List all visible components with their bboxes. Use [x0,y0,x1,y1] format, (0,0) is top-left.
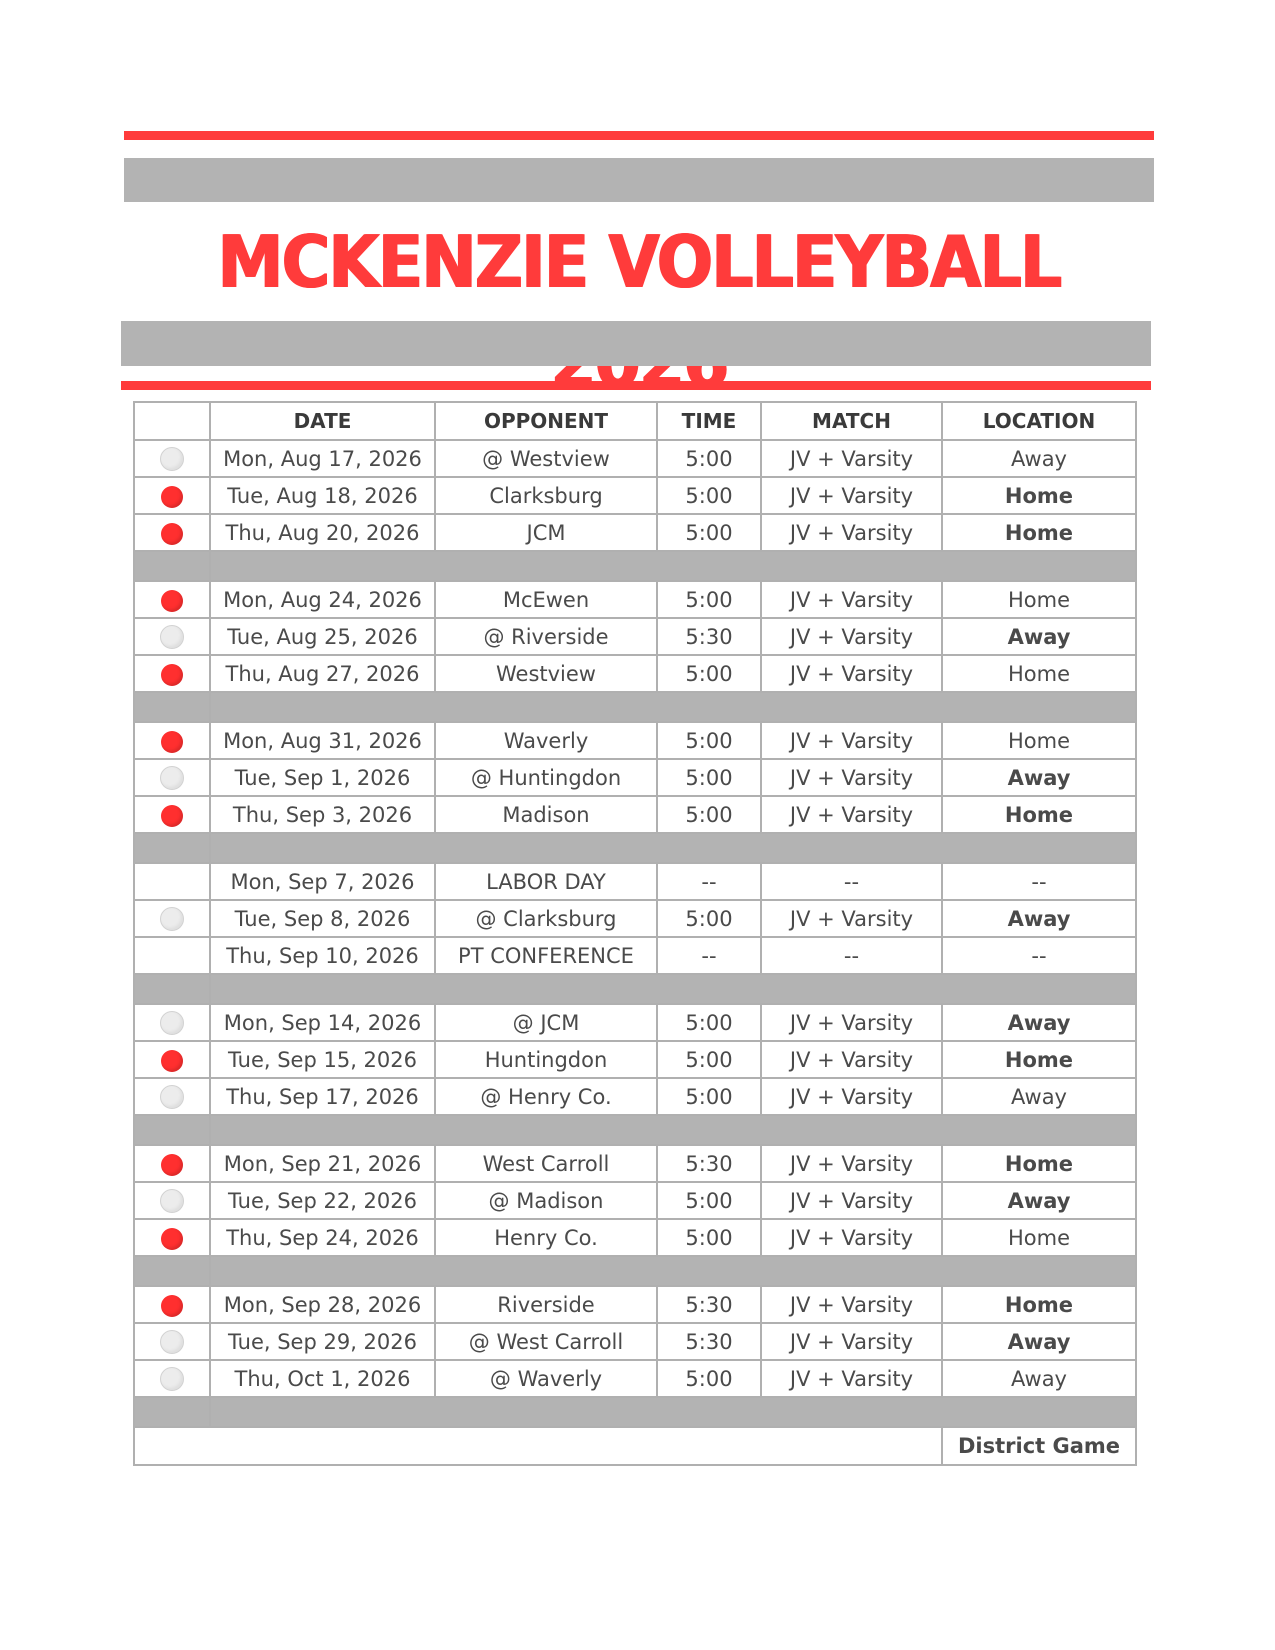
separator-marker-cell [134,974,210,1004]
red-ball-icon [161,731,183,753]
marker-cell [134,1360,210,1397]
match-cell: JV + Varsity [761,1323,942,1360]
opponent-cell: @ Henry Co. [435,1078,657,1115]
time-cell: 5:00 [657,514,761,551]
schedule-body [134,440,1136,1427]
date-cell: Thu, Aug 27, 2026 [210,655,435,692]
location-cell: Away [942,1323,1136,1360]
match-cell: JV + Varsity [761,1145,942,1182]
location-cell: Away [942,440,1136,477]
grey-ball-icon [160,907,184,931]
game-row [134,1004,1136,1041]
date-cell: Mon, Sep 14, 2026 [210,1004,435,1041]
legend-spacer [134,1427,942,1465]
game-row [134,759,1136,796]
grey-ball-icon [160,625,184,649]
grey-ball-icon [160,1189,184,1213]
separator-cell [210,833,1136,863]
time-cell: 5:00 [657,900,761,937]
match-cell: JV + Varsity [761,440,942,477]
location-cell: Away [942,1360,1136,1397]
marker-cell [134,1041,210,1078]
opponent-cell: @ West Carroll [435,1323,657,1360]
date-cell: Tue, Sep 29, 2026 [210,1323,435,1360]
opponent-cell: McEwen [435,581,657,618]
header-location: LOCATION [942,402,1136,440]
marker-cell [134,863,210,900]
marker-cell [134,1219,210,1256]
match-cell: JV + Varsity [761,1004,942,1041]
location-cell: Away [942,1004,1136,1041]
location-cell: Away [942,1182,1136,1219]
page-title: MCKENZIE VOLLEYBALL [217,220,1061,304]
grey-ball-icon [160,447,184,471]
location-cell: Home [942,655,1136,692]
opponent-cell: PT CONFERENCE [435,937,657,974]
date-cell: Mon, Aug 24, 2026 [210,581,435,618]
time-cell: 5:30 [657,1286,761,1323]
separator-marker-cell [134,833,210,863]
opponent-cell: Riverside [435,1286,657,1323]
game-row [134,1286,1136,1323]
top-gray-band [124,158,1154,202]
game-row [134,1041,1136,1078]
header-date: DATE [210,402,435,440]
separator-marker-cell [134,551,210,581]
red-ball-icon [161,590,183,612]
location-cell: -- [942,937,1136,974]
match-cell: JV + Varsity [761,1078,942,1115]
week-separator [134,551,1136,581]
time-cell: 5:00 [657,581,761,618]
separator-cell [210,1256,1136,1286]
match-cell: -- [761,863,942,900]
location-cell: Home [942,1145,1136,1182]
red-ball-icon [161,486,183,508]
match-cell: JV + Varsity [761,759,942,796]
opponent-cell: Madison [435,796,657,833]
date-cell: Mon, Sep 7, 2026 [210,863,435,900]
match-cell: JV + Varsity [761,722,942,759]
red-ball-icon [161,523,183,545]
location-cell: Home [942,1219,1136,1256]
time-cell: 5:30 [657,618,761,655]
opponent-cell: @ Riverside [435,618,657,655]
location-cell: Away [942,900,1136,937]
opponent-cell: JCM [435,514,657,551]
opponent-cell: West Carroll [435,1145,657,1182]
opponent-cell: @ Waverly [435,1360,657,1397]
legend-row [134,1427,1136,1465]
red-ball-icon [161,664,183,686]
marker-cell [134,796,210,833]
game-row [134,477,1136,514]
location-cell: Home [942,722,1136,759]
time-cell: 5:00 [657,440,761,477]
game-row [134,1182,1136,1219]
header-row [134,402,1136,440]
date-cell: Tue, Aug 25, 2026 [210,618,435,655]
time-cell: -- [657,863,761,900]
match-cell: JV + Varsity [761,581,942,618]
opponent-cell: Huntingdon [435,1041,657,1078]
marker-cell [134,655,210,692]
time-cell: 5:00 [657,1219,761,1256]
game-row [134,618,1136,655]
opponent-cell: LABOR DAY [435,863,657,900]
time-cell: 5:00 [657,1182,761,1219]
legend-label: District Game [942,1427,1136,1465]
grey-ball-icon [160,766,184,790]
date-cell: Tue, Sep 15, 2026 [210,1041,435,1078]
opponent-cell: @ Huntingdon [435,759,657,796]
grey-ball-icon [160,1011,184,1035]
red-ball-icon [161,1050,183,1072]
game-row [134,1360,1136,1397]
date-cell: Thu, Aug 20, 2026 [210,514,435,551]
marker-cell [134,759,210,796]
separator-cell [210,1115,1136,1145]
match-cell: JV + Varsity [761,514,942,551]
date-cell: Mon, Aug 17, 2026 [210,440,435,477]
marker-cell [134,900,210,937]
date-cell: Tue, Sep 22, 2026 [210,1182,435,1219]
match-cell: JV + Varsity [761,900,942,937]
opponent-cell: @ Madison [435,1182,657,1219]
time-cell: 5:00 [657,1041,761,1078]
match-cell: JV + Varsity [761,618,942,655]
game-row [134,937,1136,974]
game-row [134,1219,1136,1256]
date-cell: Thu, Sep 10, 2026 [210,937,435,974]
header-time: TIME [657,402,761,440]
marker-cell [134,1004,210,1041]
location-cell: Home [942,796,1136,833]
header-marker [134,402,210,440]
separator-marker-cell [134,1115,210,1145]
red-ball-icon [161,805,183,827]
time-cell: 5:00 [657,477,761,514]
separator-cell [210,974,1136,1004]
marker-cell [134,440,210,477]
time-cell: 5:00 [657,722,761,759]
marker-cell [134,618,210,655]
date-cell: Mon, Sep 21, 2026 [210,1145,435,1182]
marker-cell [134,514,210,551]
match-cell: JV + Varsity [761,1041,942,1078]
time-cell: 5:00 [657,1078,761,1115]
opponent-cell: @ Westview [435,440,657,477]
marker-cell [134,1145,210,1182]
opponent-cell: Henry Co. [435,1219,657,1256]
date-cell: Mon, Sep 28, 2026 [210,1286,435,1323]
date-cell: Tue, Sep 1, 2026 [210,759,435,796]
match-cell: JV + Varsity [761,477,942,514]
week-separator [134,974,1136,1004]
separator-marker-cell [134,692,210,722]
location-cell: Home [942,581,1136,618]
separator-cell [210,551,1136,581]
marker-cell [134,581,210,618]
game-row [134,1145,1136,1182]
match-cell: JV + Varsity [761,655,942,692]
separator-marker-cell [134,1256,210,1286]
marker-cell [134,1286,210,1323]
location-cell: Away [942,1078,1136,1115]
date-cell: Thu, Sep 24, 2026 [210,1219,435,1256]
match-cell: JV + Varsity [761,1360,942,1397]
game-row [134,581,1136,618]
location-cell: Away [942,759,1136,796]
date-cell: Thu, Sep 3, 2026 [210,796,435,833]
red-ball-icon [161,1228,183,1250]
schedule-table [133,401,1137,1466]
opponent-cell: Westview [435,655,657,692]
marker-cell [134,1078,210,1115]
match-cell: JV + Varsity [761,1286,942,1323]
game-row [134,796,1136,833]
location-cell: Home [942,514,1136,551]
opponent-cell: Waverly [435,722,657,759]
marker-cell [134,1182,210,1219]
marker-cell [134,937,210,974]
match-cell: JV + Varsity [761,1219,942,1256]
separator-cell [210,1397,1136,1427]
grey-ball-icon [160,1330,184,1354]
separator-marker-cell [134,1397,210,1427]
top-red-stripe [124,131,1154,140]
opponent-cell: Clarksburg [435,477,657,514]
match-cell: -- [761,937,942,974]
time-cell: 5:30 [657,1323,761,1360]
time-cell: -- [657,937,761,974]
marker-cell [134,1323,210,1360]
week-separator [134,692,1136,722]
opponent-cell: @ Clarksburg [435,900,657,937]
game-row [134,655,1136,692]
location-cell: Home [942,477,1136,514]
date-cell: Tue, Aug 18, 2026 [210,477,435,514]
marker-cell [134,722,210,759]
game-row [134,1078,1136,1115]
match-cell: JV + Varsity [761,1182,942,1219]
week-separator [134,1115,1136,1145]
date-cell: Tue, Sep 8, 2026 [210,900,435,937]
week-separator [134,1397,1136,1427]
game-row [134,514,1136,551]
header-match: MATCH [761,402,942,440]
date-cell: Mon, Aug 31, 2026 [210,722,435,759]
location-cell: Away [942,618,1136,655]
bottom-red-stripe [121,381,1151,390]
game-row [134,440,1136,477]
game-row [134,722,1136,759]
match-cell: JV + Varsity [761,796,942,833]
date-cell: Thu, Sep 17, 2026 [210,1078,435,1115]
red-ball-icon [161,1295,183,1317]
time-cell: 5:00 [657,1004,761,1041]
opponent-cell: @ JCM [435,1004,657,1041]
time-cell: 5:30 [657,1145,761,1182]
time-cell: 5:00 [657,759,761,796]
header-opponent: OPPONENT [435,402,657,440]
time-cell: 5:00 [657,1360,761,1397]
week-separator [134,1256,1136,1286]
red-ball-icon [161,1154,183,1176]
location-cell: Home [942,1286,1136,1323]
location-cell: -- [942,863,1136,900]
grey-ball-icon [160,1085,184,1109]
grey-ball-icon [160,1367,184,1391]
week-separator [134,833,1136,863]
date-cell: Thu, Oct 1, 2026 [210,1360,435,1397]
marker-cell [134,477,210,514]
location-cell: Home [942,1041,1136,1078]
time-cell: 5:00 [657,796,761,833]
game-row [134,900,1136,937]
bottom-gray-band [121,321,1151,366]
game-row [134,863,1136,900]
game-row [134,1323,1136,1360]
separator-cell [210,692,1136,722]
time-cell: 5:00 [657,655,761,692]
